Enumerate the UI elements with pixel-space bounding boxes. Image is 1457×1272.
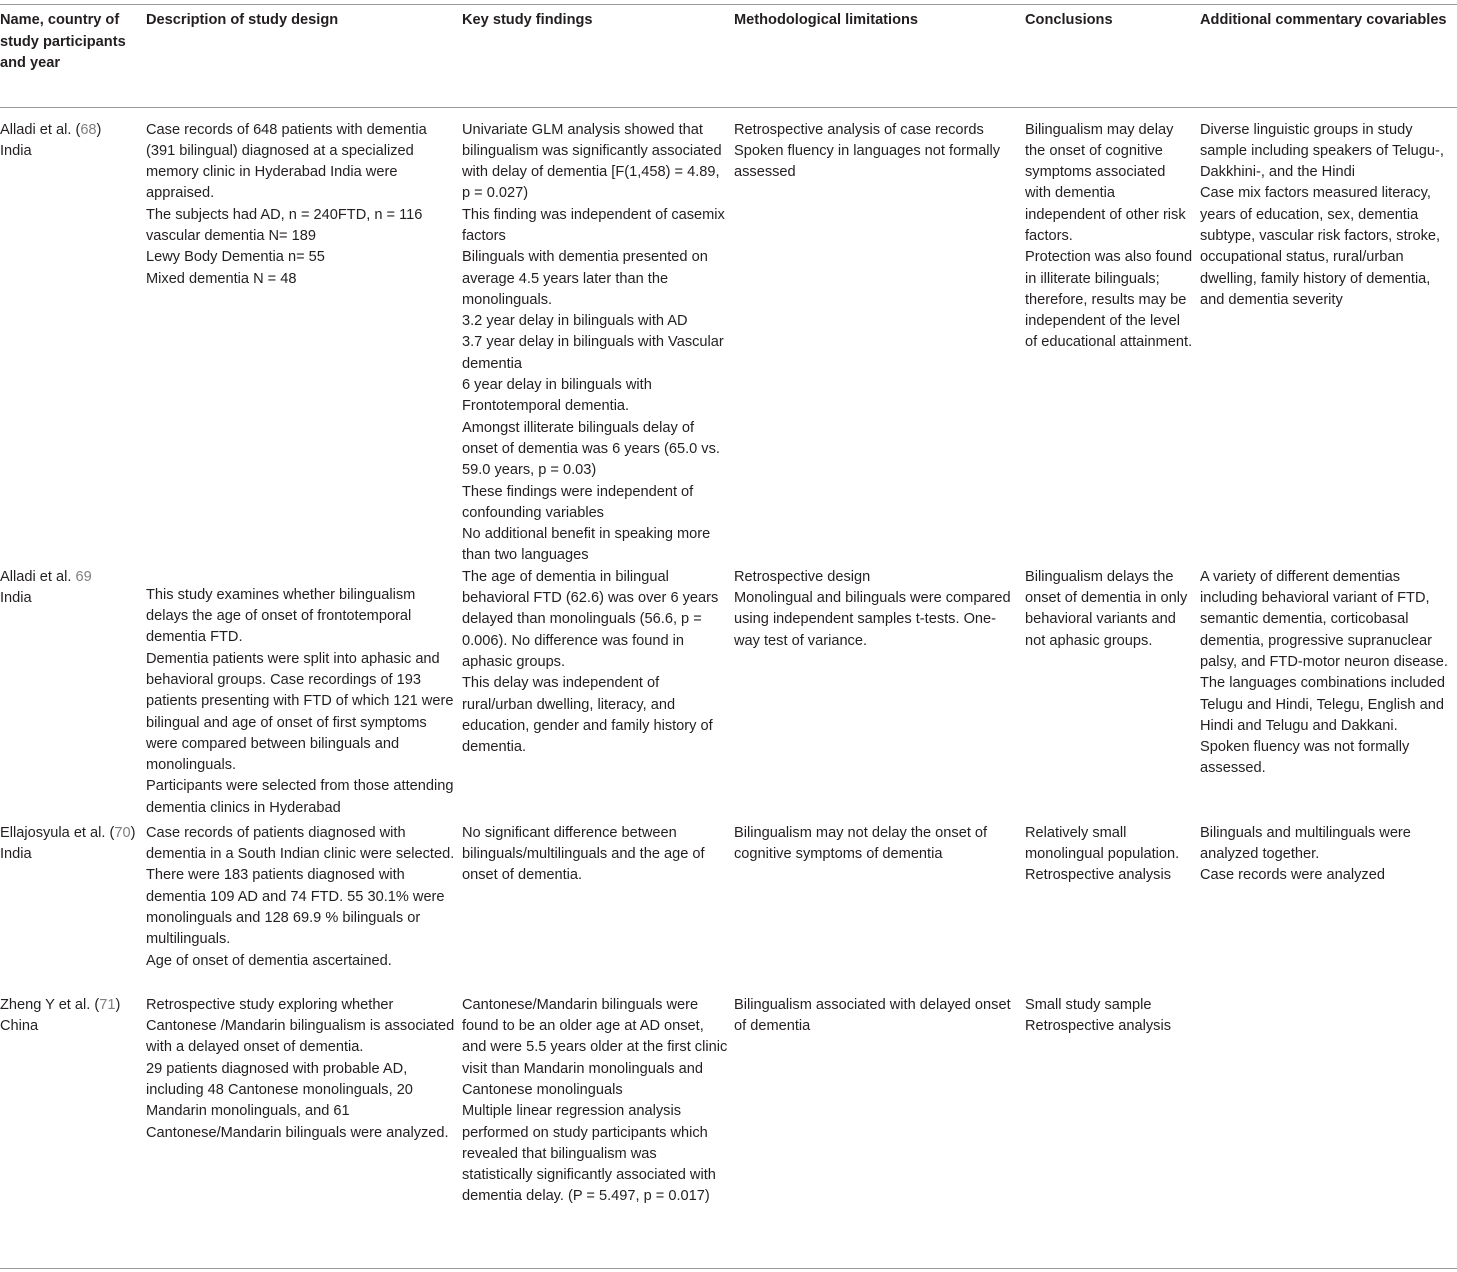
table-row [0, 823, 1457, 995]
finding-line: 6 year delay in bilinguals with Frontotemporal dementia. [462, 377, 652, 415]
cell-conclusions [1025, 567, 1200, 823]
cell-commentary [1200, 107, 1457, 567]
header-conclusions: Conclusions [1025, 10, 1200, 107]
reference-link[interactable]: 69 [75, 568, 92, 585]
design-line: Case records of 648 patients with dementia (391 bilingual) diagnosed at a specialized memory clinic in Hyderabad India were appraised. [146, 121, 427, 202]
finding-line: The age of dementia in bilingual behavioral FTD (62.6) was over 6 years delayed than monolinguals (56.6, p = 0.006). No difference was found in aphasic groups. [462, 568, 719, 670]
finding-line: This delay was independent of rural/urban dwelling, literacy, and education, gender and family history of dementia. [462, 675, 713, 756]
design-line: Mixed dementia N = 48 [146, 270, 297, 287]
design-line: 29 patients diagnosed with probable AD, including 48 Cantonese monolinguals, 20 Mandarin monolinguals, and 61 Cantonese/Mandarin bilinguals were analyzed. [146, 1060, 449, 1141]
limitation-line: Bilingualism may not delay the onset of cognitive symptoms of dementia [734, 824, 988, 863]
cell-limitations [734, 823, 1025, 995]
top-rule [0, 4, 1457, 5]
cell-limitations [734, 567, 1025, 823]
cell-name [0, 107, 146, 567]
commentary-line: Diverse linguistic groups in study sample including speakers of Telugu-, Dakkhini-, and the Hindi [1200, 121, 1444, 181]
design-line: The subjects had AD, n = 240FTD, n = 116 vascular dementia N= 189 [146, 206, 423, 244]
design-line: Case records of patients diagnosed with dementia in a South Indian clinic were selected. [146, 824, 455, 863]
conclusion-line: Relatively small monolingual population. [1025, 824, 1180, 863]
finding-line: Amongst illiterate bilinguals delay of onset of dementia was 6 years (65.0 vs. 59.0 years, p = 0.03) [462, 419, 720, 479]
limitation-line: Monolingual and bilinguals were compared using independent samples t-tests. One-way test of variance. [734, 590, 1011, 649]
cell-conclusions [1025, 995, 1200, 1255]
cell-commentary [1200, 995, 1457, 1255]
cell-findings [462, 107, 734, 567]
cell-name [0, 567, 146, 823]
cell-design [146, 567, 462, 823]
study-author: Alladi et al. 69 [0, 568, 92, 585]
cell-design [146, 995, 462, 1255]
design-line: Retrospective study exploring whether Cantonese /Mandarin bilingualism is associated with a delayed onset of dementia. [146, 996, 455, 1056]
commentary-line: A variety of different dementias including behavioral variant of FTD, semantic dementia, corticobasal dementia, progressive supranuclear palsy, and FTD-motor neuron disease. [1200, 568, 1448, 670]
cell-name [0, 823, 146, 995]
commentary-line: Bilinguals and multilinguals were analyzed together. [1200, 824, 1411, 863]
cell-design [146, 107, 462, 567]
table-row [0, 567, 1457, 823]
design-line: Lewy Body Dementia n= 55 [146, 249, 325, 266]
finding-line: No significant difference between bilinguals/multilinguals and the age of onset of dementia. [462, 824, 705, 884]
design-line: There were 183 patients diagnosed with dementia 109 AD and 74 FTD. 55 30.1% were monolinguals and 128 69.9 % bilinguals or multilinguals. [146, 867, 445, 948]
finding-line: 3.7 year delay in bilinguals with Vascular dementia [462, 334, 724, 372]
study-author: Alladi et al. (68) [0, 121, 102, 138]
design-line: Dementia patients were split into aphasic and behavioral groups. Case recordings of 193 patients presenting with FTD of which 121 were bilingual and age of onset of first symptoms were compared between bilinguals and monolinguals. [146, 650, 454, 774]
cell-conclusions [1025, 823, 1200, 995]
finding-line: Multiple linear regression analysis performed on study participants which revealed that bilingualism was statistically significantly associated with dementia delay. (P = 5.497, p = 0.017) [462, 1103, 716, 1205]
cell-findings [462, 995, 734, 1255]
design-line: Age of onset of dementia ascertained. [146, 952, 392, 969]
bottom-rule [0, 1268, 1457, 1269]
conclusion-line: Bilingualism delays the onset of dementia in only behavioral variants and not aphasic groups. [1025, 568, 1188, 649]
conclusion-line: Bilingualism may delay the onset of cognitive symptoms associated with dementia independent of other risk factors. [1025, 121, 1186, 244]
cell-name [0, 995, 146, 1255]
finding-line: 3.2 year delay in bilinguals with AD [462, 313, 688, 330]
commentary-line: Case records were analyzed [1200, 867, 1385, 884]
finding-line: No additional benefit in speaking more than two languages [462, 526, 711, 564]
conclusion-line: Small study sample [1025, 996, 1152, 1013]
study-author: Zheng Y et al. (71) [0, 996, 121, 1013]
cell-commentary [1200, 567, 1457, 823]
study-table [0, 10, 1457, 1255]
cell-limitations [734, 107, 1025, 567]
table-body [0, 107, 1457, 1255]
header-limitations: Methodological limitations [734, 10, 1025, 107]
limitation-line: Bilingualism associated with delayed onset of dementia [734, 996, 1011, 1035]
study-country: China [0, 1018, 39, 1035]
design-line: This study examines whether bilingualism delays the age of onset of frontotemporal dementia FTD. [146, 586, 416, 646]
finding-line: Bilinguals with dementia presented on average 4.5 years later than the monolinguals. [462, 249, 708, 308]
header-design: Description of study design [146, 10, 462, 107]
cell-conclusions [1025, 107, 1200, 567]
reference-link[interactable]: 70 [114, 824, 131, 841]
commentary-line: Spoken fluency was not formally assessed. [1200, 739, 1410, 777]
table-row [0, 107, 1457, 567]
conclusion-line: Retrospective analysis [1025, 1018, 1172, 1035]
study-country: India [0, 846, 32, 863]
cell-findings [462, 823, 734, 995]
cell-limitations [734, 995, 1025, 1255]
reference-link[interactable]: 71 [99, 996, 116, 1013]
study-country: India [0, 142, 32, 159]
reference-link[interactable]: 68 [80, 121, 97, 138]
finding-line: This finding was independent of casemix factors [462, 206, 725, 244]
header-name: Name, country of study participants and year [0, 10, 146, 107]
limitation-line: Spoken fluency in languages not formally assessed [734, 142, 1001, 181]
header-commentary: Additional commentary covariables [1200, 10, 1457, 107]
study-country: India [0, 590, 32, 607]
study-author: Ellajosyula et al. (70) [0, 824, 136, 841]
header-findings: Key study findings [462, 10, 734, 107]
commentary-line: Case mix factors measured literacy, years of education, sex, dementia subtype, vascular risk factors, stroke, occupational status, rural/urban dwelling, family history of dementia, and dementia severity [1200, 185, 1441, 308]
cell-findings [462, 567, 734, 823]
finding-line: Cantonese/Mandarin bilinguals were found to be an older age at AD onset, and were 5.5 years older at the first clinic visit than Mandarin monolinguals and Cantonese monolinguals [462, 996, 728, 1098]
limitation-line: Retrospective design [734, 568, 871, 585]
cell-design [146, 823, 462, 995]
limitation-line: Retrospective analysis of case records [734, 121, 984, 138]
conclusion-line: Protection was also found in illiterate bilinguals; therefore, results may be independent of the level of educational attainment. [1025, 249, 1193, 351]
conclusion-line: Retrospective analysis [1025, 867, 1172, 884]
finding-line: These findings were independent of confounding variables [462, 483, 694, 521]
design-line: Participants were selected from those attending dementia clinics in Hyderabad [146, 778, 454, 816]
cell-commentary [1200, 823, 1457, 995]
table-header [0, 10, 1457, 107]
table-row [0, 995, 1457, 1255]
finding-line: Univariate GLM analysis showed that bilingualism was significantly associated with delay of dementia [F(1,458) = 4.89, p = 0.027) [462, 121, 722, 202]
commentary-line: The languages combinations included Telugu and Hindi, Telegu, English and Hindi and Telugu and Dakkani. [1200, 675, 1446, 734]
